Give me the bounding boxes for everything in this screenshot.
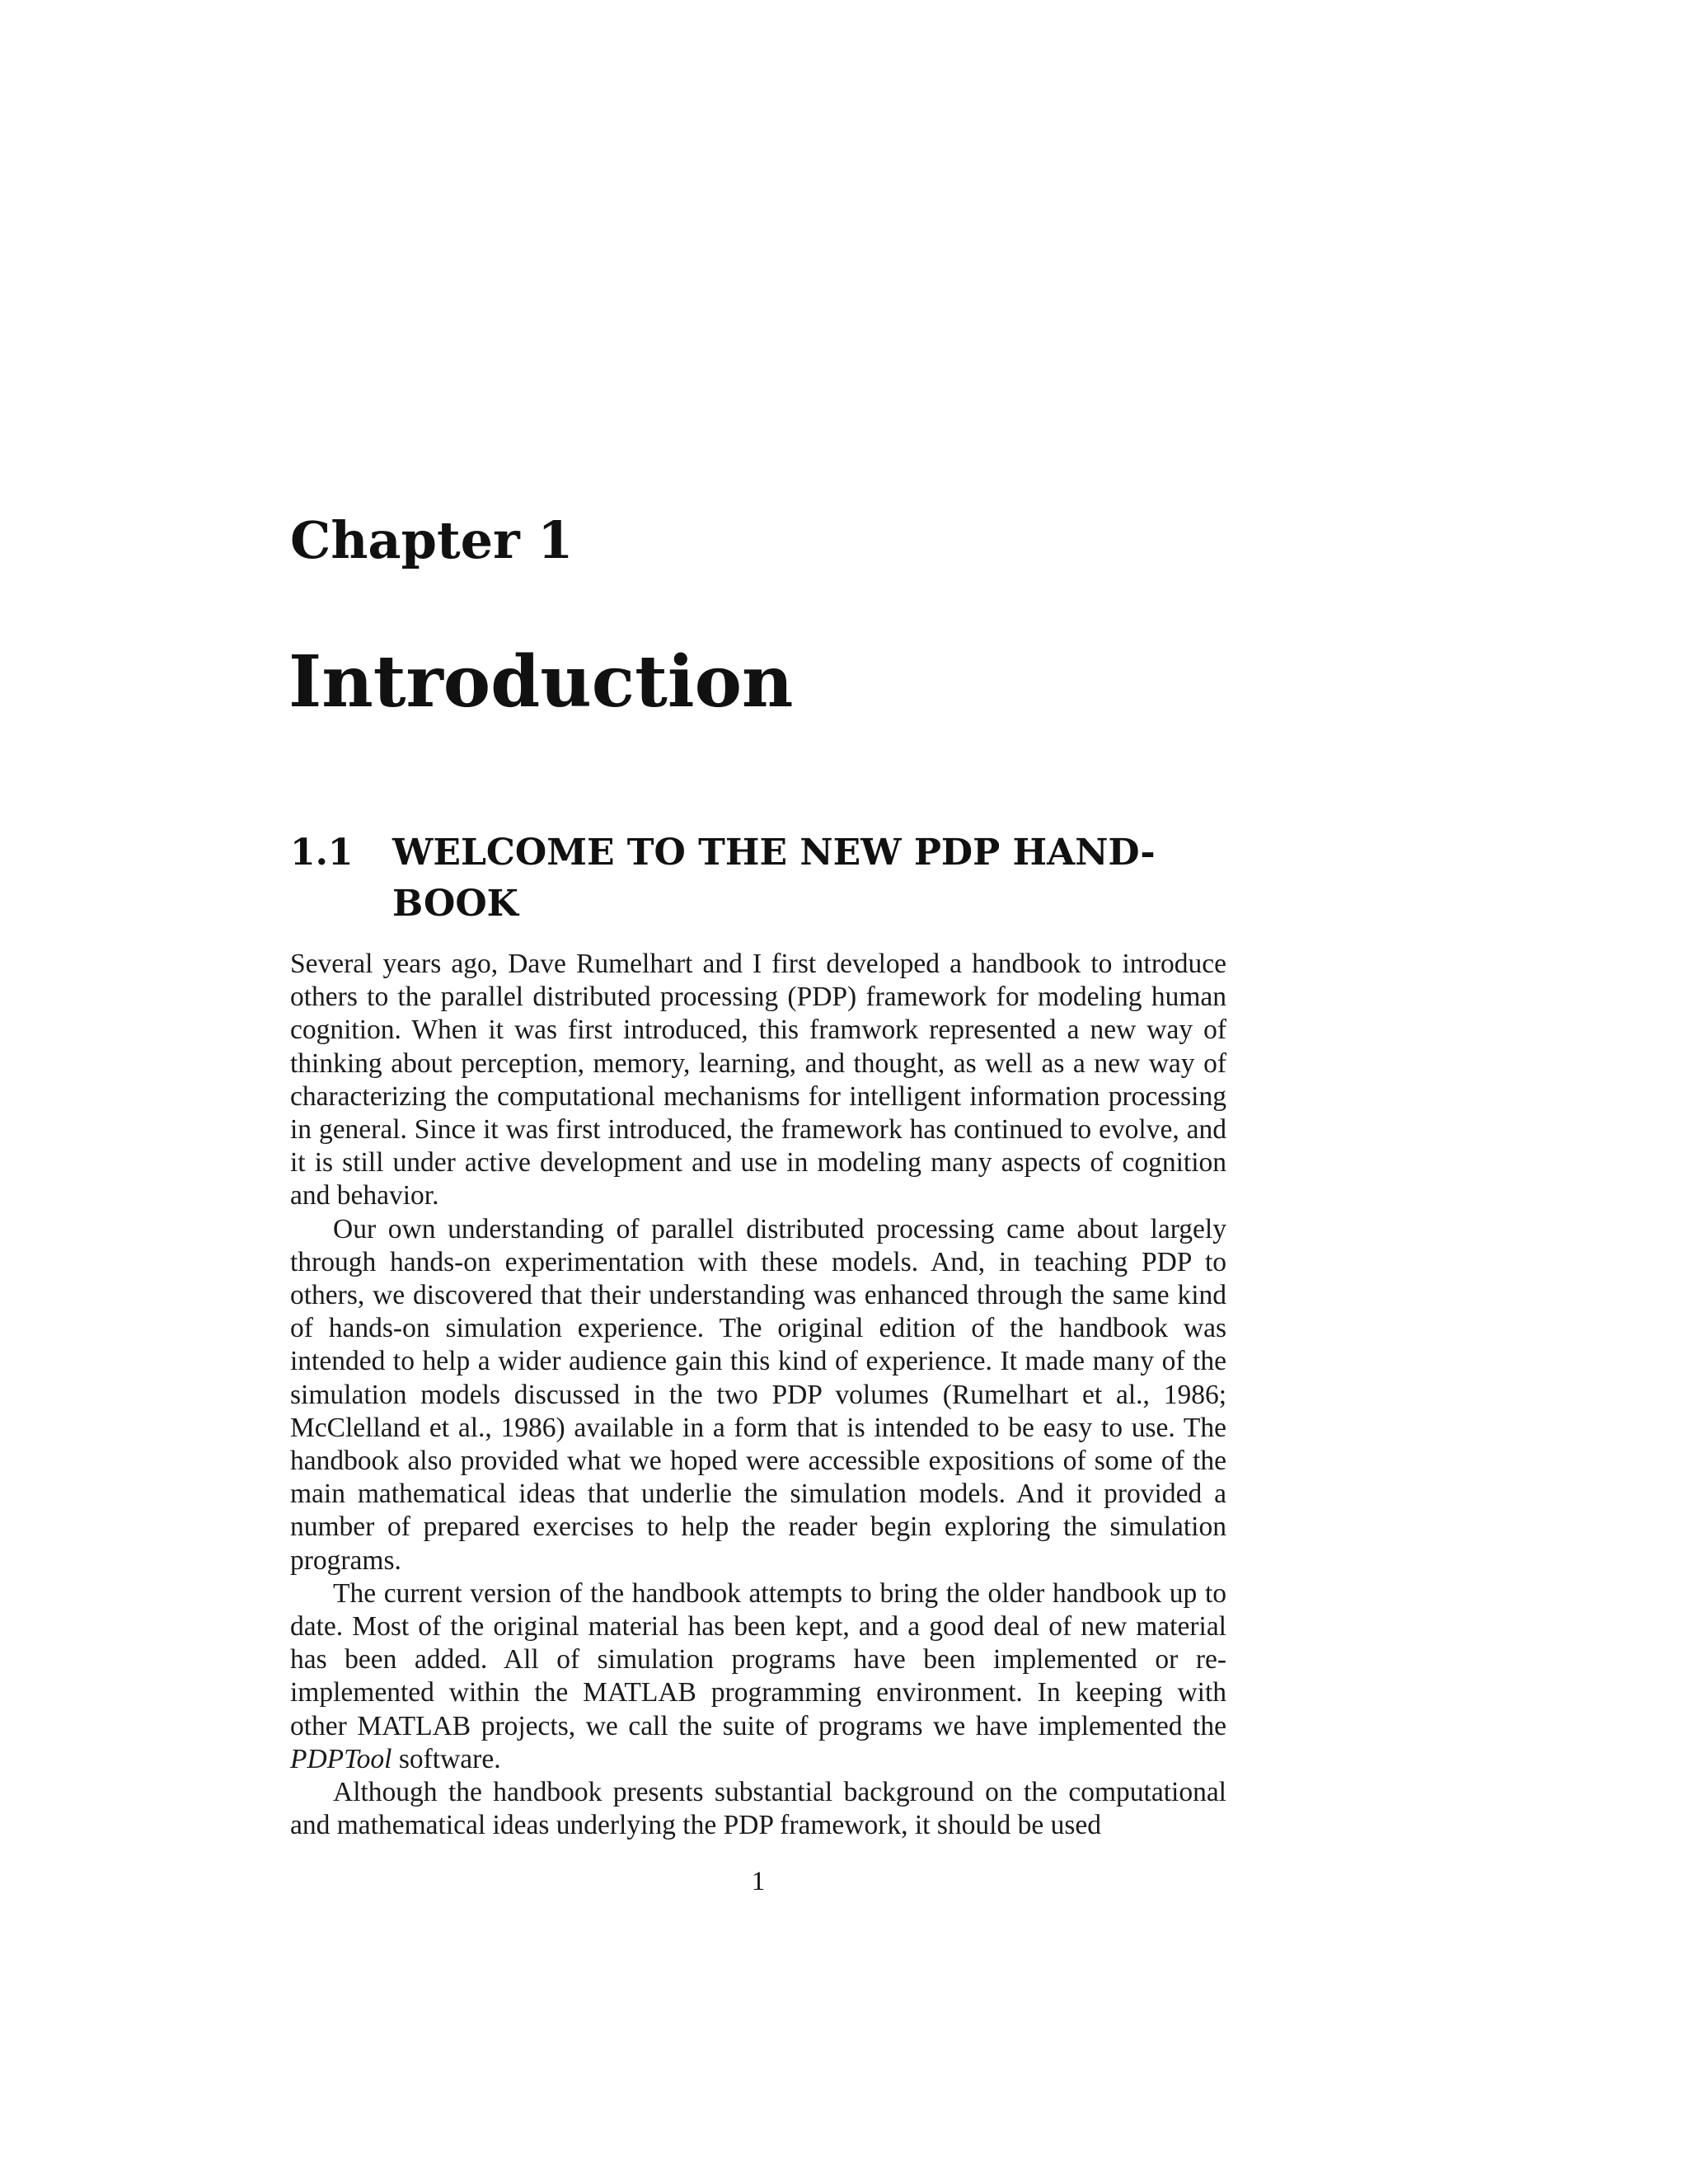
- pdptool-emphasis: PDPTool: [290, 1743, 392, 1774]
- paragraph-3: [290, 1577, 1226, 1776]
- paragraph-1: Several years ago, Dave Rumelhart and I first developed a handbook to introduce others to the parallel distributed processing (PDP) framework for modeling human cognition. When it was first introduced, this framwork represented a new way of thinking about perception, memory, learning, and thought, as well as a new way of characterizing the computational mechanisms for intelligent information processing in general. Since it was first introduced, the framework has continued to evolve, and it is still under active development and use in modeling many aspects of cognition and behavior.: [290, 949, 1226, 1212]
- section-number: 1.1: [290, 832, 354, 874]
- section-title-line-1: WELCOME TO THE NEW PDP HAND-: [392, 832, 1156, 874]
- paragraph-4: Although the handbook presents substantial background on the computational and mathematical ideas underlying the PDP framework, it should be used: [290, 1777, 1226, 1841]
- chapter-title: Introduction: [288, 640, 794, 724]
- paragraph-3-text-after: software.: [392, 1743, 501, 1774]
- chapter-label: Chapter 1: [290, 510, 574, 570]
- page-number: 1: [751, 1867, 766, 1896]
- body-text: [290, 948, 1226, 1842]
- paragraph-2: Our own understanding of parallel distributed processing came about largely through hands-on experimentation with these models. And, in teaching PDP to others, we discovered that their understanding was enhanced through the same kind of hands-on simulation experience. The original edition of the handbook was intended to help a wider audience gain this kind of experience. It made many of the simulation models discussed in the two PDP volumes (Rumelhart et al., 1986; McClelland et al., 1986) available in a form that is intended to be easy to use. The handbook also provided what we hoped were accessible expositions of some of the main mathematical ideas that underlie the simulation models. And it provided a number of prepared exercises to help the reader begin exploring the simulation programs.: [290, 1213, 1226, 1576]
- section-title-line-2: BOOK: [392, 883, 518, 925]
- paragraph-3-text-before: The current version of the handbook attempts to bring the older handbook up to date. Most of the original material has been kept, and a good deal of new material has been added. All of simulation programs have been implemented or re-implemented within the MATLAB programming environment. In keeping with other MATLAB projects, we call the suite of programs we have implemented the: [290, 1577, 1226, 1741]
